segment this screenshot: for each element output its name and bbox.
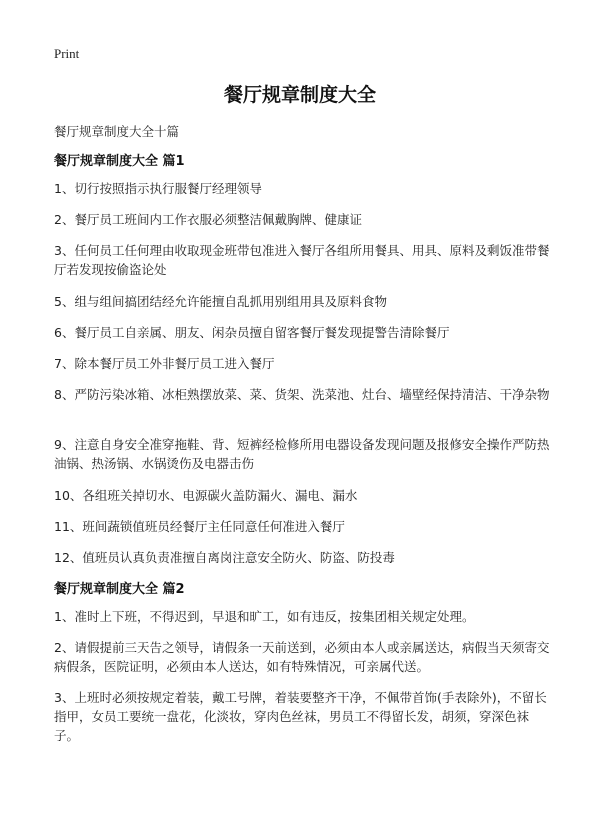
section-heading-1: 餐厅规章制度大全 篇1 bbox=[54, 154, 185, 169]
section-1-item-11: 11、班间蔬锁值班员经餐厅主任同意任何准进入餐厅 bbox=[54, 519, 345, 534]
section-heading-2: 餐厅规章制度大全 篇2 bbox=[54, 582, 185, 597]
section-1-item-8: 8、严防污染冰箱、冰柜熟摆放菜、菜、货架、洗菜池、灶台、墙壁经保持清洁、干净杂物 bbox=[54, 387, 550, 402]
section-1-item-5: 5、组与组间搞团结经允许能擅自乱抓用别组用具及原料食物 bbox=[54, 294, 387, 309]
section-1-item-7: 7、除本餐厅员工外非餐厅员工进入餐厅 bbox=[54, 356, 275, 371]
section-1-item-9: 9、注意自身安全准穿拖鞋、背、短裤经检修所用电器设备发现问题及报修安全操作严防热油锅、热汤锅、水锅烫伤及电器击伤 bbox=[54, 437, 550, 471]
page-title: 餐厅规章制度大全 bbox=[223, 84, 376, 106]
print-link[interactable]: Print bbox=[54, 46, 80, 61]
section-1-item-12: 12、值班员认真负责准擅自离岗注意安全防火、防盗、防投毒 bbox=[54, 550, 395, 565]
document-subtitle: 餐厅规章制度大全十篇 bbox=[54, 124, 180, 139]
section-2-item-2: 2、请假提前三天告之领导，请假条一天前送到，必须由本人或亲属送达，病假当天须寄交病假条，医院证明，必须由本人送达，如有特殊情况，可亲属代送。 bbox=[54, 640, 550, 674]
section-1-item-3: 3、任何员工任何理由收取现金班带包准进入餐厅各组所用餐具、用具、原料及剩饭准带餐厅若发现按偷盗论处 bbox=[54, 243, 550, 277]
section-2-item-3: 3、上班时必须按规定着装，戴工号牌，着装要整齐干净，不佩带首饰(手表除外)，不留长指甲，女员工要统一盘花，化淡妆，穿肉色丝袜，男员工不得留长发，胡须，穿深色袜子。 bbox=[54, 690, 547, 743]
section-1-item-10: 10、各组班关掉切水、电源碳火盖防漏火、漏电、漏水 bbox=[54, 488, 358, 503]
section-1-item-2: 2、餐厅员工班间内工作衣服必须整洁佩戴胸牌、健康证 bbox=[54, 212, 362, 227]
section-1-item-1: 1、切行按照指示执行服餐厅经理领导 bbox=[54, 181, 262, 196]
section-1-item-6: 6、餐厅员工自亲属、朋友、闲杂员擅自留客餐厅餐发现提警告清除餐厅 bbox=[54, 325, 450, 340]
section-2-item-1: 1、准时上下班，不得迟到，早退和旷工，如有违反，按集团相关规定处理。 bbox=[54, 609, 475, 624]
